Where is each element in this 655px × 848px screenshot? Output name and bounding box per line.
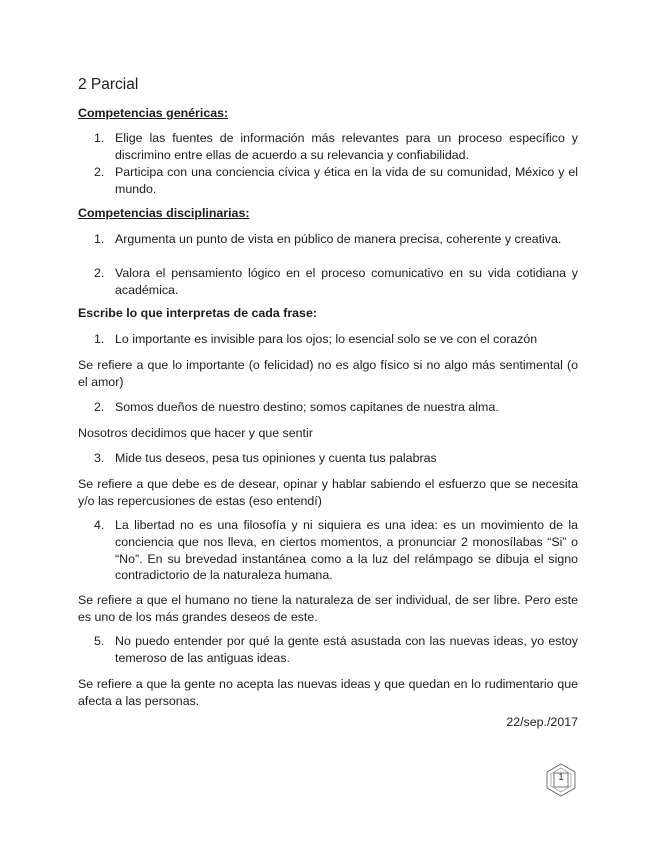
list-item-text: Valora el pensamiento lógico en el proceso comunicativo en su vida cotidiana y académica. bbox=[115, 266, 578, 297]
disciplinary-item-1 bbox=[94, 231, 578, 248]
phrase-answer-2: Nosotros decidimos que hacer y que sentir bbox=[78, 426, 313, 440]
phrase-item-1 bbox=[94, 331, 578, 348]
list-item-text: Participa con una conciencia cívica y ética en la vida de su comunidad, México y el mundo. bbox=[115, 165, 578, 196]
document-date: 22/sep./2017 bbox=[506, 715, 578, 729]
list-number: 2. bbox=[94, 165, 105, 179]
list-number: 5. bbox=[94, 634, 105, 648]
list-number: 1. bbox=[94, 131, 105, 145]
list-number: 4. bbox=[94, 518, 105, 532]
generic-item-2 bbox=[94, 164, 578, 198]
phrase-text: Mide tus deseos, pesa tus opiniones y cuenta tus palabras bbox=[115, 451, 437, 465]
phrase-text: No puedo entender por qué la gente está asustada con las nuevas ideas, yo estoy temeroso de las antiguas ideas. bbox=[115, 634, 578, 665]
list-number: 1. bbox=[94, 332, 105, 346]
phrase-text: Somos dueños de nuestro destino; somos capitanes de nuestra alma. bbox=[115, 400, 499, 414]
phrase-answer-3: Se refiere a que debe es de desear, opinar y hablar sabiendo el esfuerzo que se necesita y/o las repercusiones de estas (eso entendí) bbox=[78, 477, 578, 508]
page-title: 2 Parcial bbox=[78, 76, 139, 93]
generic-competencies-heading: Competencias genéricas: bbox=[78, 106, 229, 120]
phrase-item-5 bbox=[94, 633, 578, 667]
phrase-answer-4: Se refiere a que el humano no tiene la naturaleza de ser individual, de ser libre. Pero este es uno de los más grandes deseos de este. bbox=[78, 593, 578, 624]
instructions-heading: Escribe lo que interpretas de cada frase: bbox=[78, 306, 317, 320]
disciplinary-item-2 bbox=[94, 265, 578, 299]
phrase-item-3 bbox=[94, 450, 578, 467]
phrase-item-2 bbox=[94, 399, 578, 416]
phrase-answer-5: Se refiere a que la gente no acepta las nuevas ideas y que quedan en lo rudimentario que afecta a las personas. bbox=[78, 677, 578, 708]
phrase-text: Lo importante es invisible para los ojos; lo esencial solo se ve con el corazón bbox=[115, 332, 538, 346]
page-number-badge bbox=[543, 762, 579, 798]
generic-item-1 bbox=[94, 130, 578, 164]
list-number: 1. bbox=[94, 232, 105, 246]
phrase-answer-1: Se refiere a que lo importante (o felicidad) no es algo físico si no algo más sentimental (o el amor) bbox=[78, 358, 578, 389]
list-number: 3. bbox=[94, 451, 105, 465]
list-number: 2. bbox=[94, 400, 105, 414]
page-number: 1 bbox=[558, 772, 564, 782]
phrase-item-4 bbox=[94, 517, 578, 584]
list-item-text: Elige las fuentes de información más relevantes para un proceso específico y discrimino entre ellas de acuerdo a su relevancia y confiabilidad. bbox=[115, 131, 578, 162]
list-item-text: Argumenta un punto de vista en público de manera precisa, coherente y creativa. bbox=[115, 232, 562, 246]
disciplinary-competencies-heading: Competencias disciplinarias: bbox=[78, 206, 250, 220]
phrase-text: La libertad no es una filosofía y ni siquiera es una idea: es un movimiento de la conciencia que nos lleva, en ciertos momentos, a pronunciar 2 monosílabas “Si” o “No”. En su brevedad instantánea como a la luz del relámpago se dibuja el signo contradictorio de la naturaleza humana. bbox=[115, 518, 578, 583]
list-number: 2. bbox=[94, 266, 105, 280]
